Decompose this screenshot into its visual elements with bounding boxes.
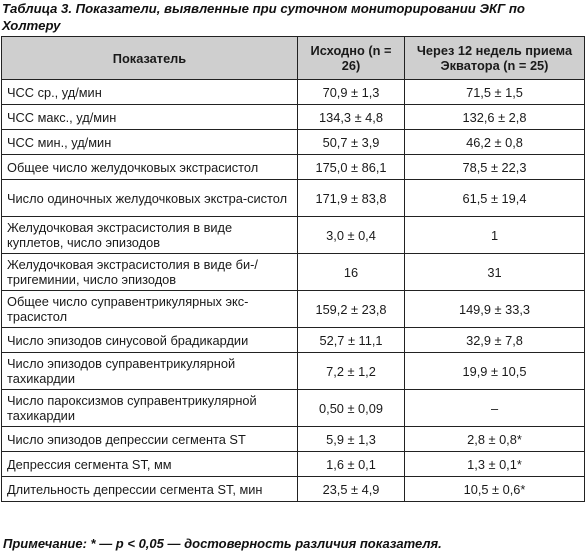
row-param: Общее число суправентрикулярных экс-трасистол <box>2 291 298 328</box>
table-caption: Таблица 3. Показатели, выявленные при суточном мониторировании ЭКГ по Холтеру <box>2 1 525 33</box>
header-param: Показатель <box>2 37 298 80</box>
row-param: Число эпизодов синусовой брадикардии <box>2 328 298 353</box>
table-row <box>2 254 585 291</box>
table-row <box>2 217 585 254</box>
row-week12: 31 <box>405 254 585 291</box>
table-row <box>2 328 585 353</box>
row-baseline: 70,9 ± 1,3 <box>298 80 405 105</box>
row-baseline: 7,2 ± 1,2 <box>298 353 405 390</box>
row-param: Желудочковая экстрасистолия в виде куплетов, число эпизодов <box>2 217 298 254</box>
row-param: ЧСС макс., уд/мин <box>2 105 298 130</box>
table-row <box>2 80 585 105</box>
holter-table <box>1 36 585 502</box>
table-row <box>2 390 585 427</box>
row-week12: 1 <box>405 217 585 254</box>
row-baseline: 1,6 ± 0,1 <box>298 452 405 477</box>
row-baseline: 16 <box>298 254 405 291</box>
row-week12: 78,5 ± 22,3 <box>405 155 585 180</box>
table-row <box>2 452 585 477</box>
header-row <box>2 37 585 80</box>
row-baseline: 52,7 ± 11,1 <box>298 328 405 353</box>
row-param: Число одиночных желудочковых экстра-систол <box>2 180 298 217</box>
row-baseline: 50,7 ± 3,9 <box>298 130 405 155</box>
row-week12: 1,3 ± 0,1* <box>405 452 585 477</box>
row-baseline: 159,2 ± 23,8 <box>298 291 405 328</box>
row-week12: 2,8 ± 0,8* <box>405 427 585 452</box>
row-param: Длительность депрессии сегмента ST, мин <box>2 477 298 502</box>
row-week12: 32,9 ± 7,8 <box>405 328 585 353</box>
row-baseline: 23,5 ± 4,9 <box>298 477 405 502</box>
row-week12: 61,5 ± 19,4 <box>405 180 585 217</box>
row-baseline: 5,9 ± 1,3 <box>298 427 405 452</box>
row-param: Общее число желудочковых экстрасистол <box>2 155 298 180</box>
header-week12: Через 12 недель приема Экватора (n = 25) <box>405 37 585 80</box>
row-param: Число пароксизмов суправентрикулярной тахикардии <box>2 390 298 427</box>
row-baseline: 175,0 ± 86,1 <box>298 155 405 180</box>
row-param: ЧСС ср., уд/мин <box>2 80 298 105</box>
row-week12: 71,5 ± 1,5 <box>405 80 585 105</box>
header-baseline: Исходно (n = 26) <box>298 37 405 80</box>
row-baseline: 134,3 ± 4,8 <box>298 105 405 130</box>
table-row <box>2 105 585 130</box>
row-param: Желудочковая экстрасистолия в виде би-/ тригеминии, число эпизодов <box>2 254 298 291</box>
row-param: Число эпизодов депрессии сегмента ST <box>2 427 298 452</box>
row-param: Число эпизодов суправентрикулярной тахикардии <box>2 353 298 390</box>
row-week12: 19,9 ± 10,5 <box>405 353 585 390</box>
row-baseline: 3,0 ± 0,4 <box>298 217 405 254</box>
table-footnote: Примечание: * — р < 0,05 — достоверность различия показателя. <box>3 536 442 551</box>
table-row <box>2 130 585 155</box>
table-row <box>2 155 585 180</box>
table-row <box>2 477 585 502</box>
row-baseline: 171,9 ± 83,8 <box>298 180 405 217</box>
row-param: Депрессия сегмента ST, мм <box>2 452 298 477</box>
row-baseline: 0,50 ± 0,09 <box>298 390 405 427</box>
row-week12: 132,6 ± 2,8 <box>405 105 585 130</box>
row-week12: 149,9 ± 33,3 <box>405 291 585 328</box>
row-week12: – <box>405 390 585 427</box>
table-row <box>2 353 585 390</box>
row-week12: 46,2 ± 0,8 <box>405 130 585 155</box>
table-row <box>2 427 585 452</box>
row-param: ЧСС мин., уд/мин <box>2 130 298 155</box>
row-week12: 10,5 ± 0,6* <box>405 477 585 502</box>
table-row <box>2 180 585 217</box>
table-row <box>2 291 585 328</box>
